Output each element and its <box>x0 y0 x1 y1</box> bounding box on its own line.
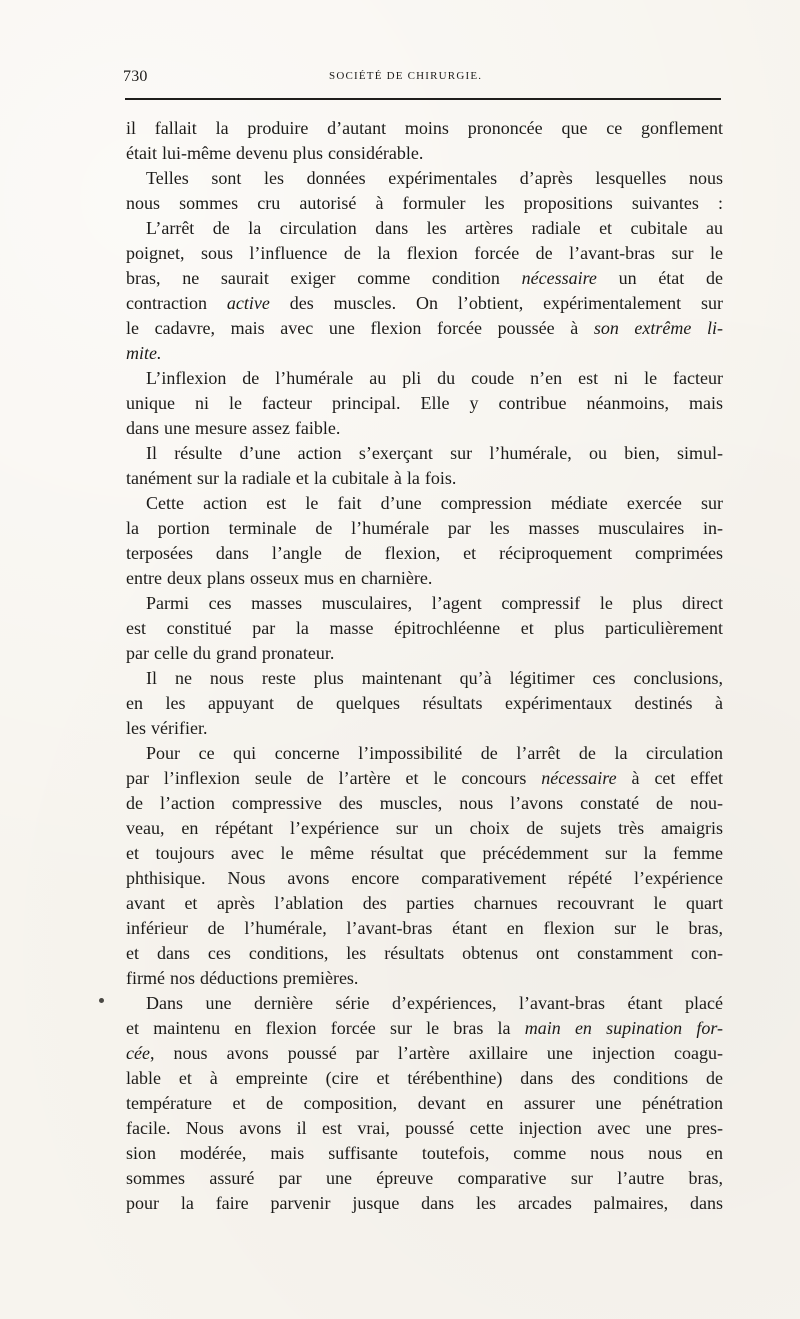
text-line: unique ni le facteur principal. Elle y contribue néanmoins, mais <box>126 393 723 413</box>
text-line: phthisique. Nous avons encore comparativement répété l’expérience <box>126 868 723 888</box>
text-line: la portion terminale de l’humérale par les masses musculaires in- <box>126 518 723 538</box>
text-line: est constitué par la masse épitrochléenne et plus particulièrement <box>126 618 723 638</box>
text-line: dans une mesure assez faible. <box>126 418 341 438</box>
text-line: sion modérée, mais suffisante toutefois, comme nous nous en <box>126 1143 723 1163</box>
body-text <box>126 116 723 1216</box>
text-line: terposées dans l’angle de flexion, et réciproquement comprimées <box>126 543 723 563</box>
margin-dot-mark <box>99 998 104 1003</box>
text-line: sommes assuré par une épreuve comparative sur l’autre bras, <box>126 1168 723 1188</box>
text-line: était lui-même devenu plus considérable. <box>126 143 424 163</box>
italic-phrase: active <box>226 293 270 313</box>
text-line: contraction active des muscles. On l’obtient, expérimentalement sur <box>126 293 723 313</box>
page-number: 730 <box>123 68 148 85</box>
text-line: température et de composition, devant en assurer une pénétration <box>126 1093 723 1113</box>
text-line: et maintenu en flexion forcée sur le bras la main en supination for- <box>126 1018 723 1038</box>
text-line: et dans ces conditions, les résultats obtenus ont constamment con- <box>126 943 723 963</box>
running-head: SOCIÉTÉ DE CHIRURGIE. <box>329 70 483 82</box>
italic-phrase: cée <box>126 1043 150 1063</box>
text-line: nous sommes cru autorisé à formuler les propositions suivantes : <box>126 193 723 213</box>
text-line: et toujours avec le même résultat que précédemment sur la femme <box>126 843 723 863</box>
italic-phrase: nécessaire <box>541 768 617 788</box>
text-line: Telles sont les données expérimentales d’après lesquelles nous <box>146 168 723 188</box>
text-line: Dans une dernière série d’expériences, l’avant-bras étant placé <box>146 993 723 1013</box>
text-line: facile. Nous avons il est vrai, poussé cette injection avec une pres- <box>126 1118 723 1138</box>
text-line: de l’action compressive des muscles, nous l’avons constaté de nou- <box>126 793 723 813</box>
italic-phrase: mite. <box>126 343 162 363</box>
text-line: Il résulte d’une action s’exerçant sur l’humérale, ou bien, simul- <box>146 443 723 463</box>
text-line: tanément sur la radiale et la cubitale à la fois. <box>126 468 457 488</box>
text-line: bras, ne saurait exiger comme condition nécessaire un état de <box>126 268 723 288</box>
italic-phrase: son extrême li- <box>593 318 723 338</box>
text-line: en les appuyant de quelques résultats expérimentaux destinés à <box>126 693 723 713</box>
text-line: Il ne nous reste plus maintenant qu’à légitimer ces conclusions, <box>146 668 723 688</box>
text-line: les vérifier. <box>126 718 208 738</box>
text-line: Parmi ces masses musculaires, l’agent compressif le plus direct <box>146 593 723 613</box>
text-line: le cadavre, mais avec une flexion forcée poussée à son extrême li- <box>126 318 723 338</box>
text-line: par celle du grand pronateur. <box>126 643 335 663</box>
text-line: avant et après l’ablation des parties charnues recouvrant le quart <box>126 893 723 913</box>
text-line: veau, en répétant l’expérience sur un choix de sujets très amaigris <box>126 818 723 838</box>
text-line: firmé nos déductions premières. <box>126 968 359 988</box>
header-rule <box>125 98 721 100</box>
text-line: Cette action est le fait d’une compression médiate exercée sur <box>146 493 723 513</box>
text-line <box>126 341 723 366</box>
text-line: L’arrêt de la circulation dans les artères radiale et cubitale au <box>146 218 723 238</box>
text-line: lable et à empreinte (cire et térébenthine) dans des conditions de <box>126 1068 723 1088</box>
text-line: cée, nous avons poussé par l’artère axillaire une injection coagu- <box>126 1043 723 1063</box>
text-line: Pour ce qui concerne l’impossibilité de l’arrêt de la circulation <box>146 743 723 763</box>
italic-phrase: main en supination for- <box>524 1018 723 1038</box>
text-line: pour la faire parvenir jusque dans les arcades palmaires, dans <box>126 1193 723 1213</box>
italic-phrase: nécessaire <box>521 268 597 288</box>
text-line: poignet, sous l’influence de la flexion forcée de l’avant-bras sur le <box>126 243 723 263</box>
text-line: par l’inflexion seule de l’artère et le concours nécessaire à cet effet <box>126 768 723 788</box>
text-line: il fallait la produire d’autant moins prononcée que ce gonflement <box>126 118 723 138</box>
page-header <box>121 68 719 90</box>
text-line: entre deux plans osseux mus en charnière. <box>126 568 433 588</box>
text-line: inférieur de l’humérale, l’avant-bras étant en flexion sur le bras, <box>126 918 723 938</box>
text-line: L’inflexion de l’humérale au pli du coude n’en est ni le facteur <box>146 368 723 388</box>
